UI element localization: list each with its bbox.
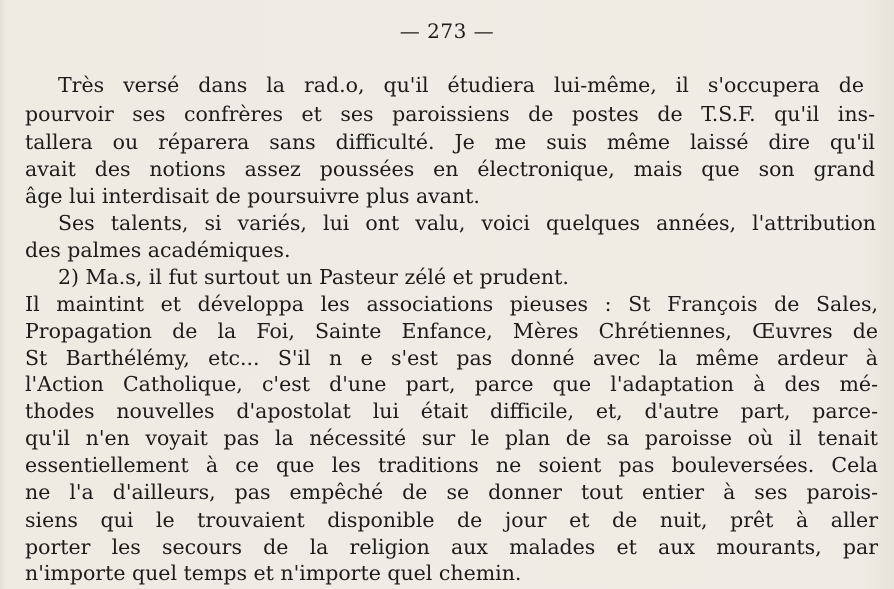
text-line-10: Propagation de la Foi, Sainte Enfance, Mères Chrétiennes, Œuvres de	[25, 319, 878, 343]
text-line-4: avait des notions assez poussées en électronique, mais que son grand	[25, 157, 875, 181]
text-line-6: Ses talents, si variés, lui ont valu, voici quelques années, l'attribution	[58, 211, 876, 235]
text-line-14: qu'il n'en voyait pas la nécessité sur le plan de sa paroisse où il tenait	[25, 426, 878, 450]
text-line-1: Très versé dans la rad.o, qu'il étudiera lui-même, il s'occupera de	[58, 73, 864, 97]
text-line-11: St Barthélémy, etc... S'il n e s'est pas donné avec la même ardeur à	[25, 346, 878, 370]
text-line-16: ne l'a d'ailleurs, pas empêché de se donner tout entier à ses parois-	[25, 480, 878, 504]
text-line-9: Il maintint et développa les associations pieuses : St François de Sales,	[25, 292, 878, 316]
text-line-12: l'Action Catholique, c'est d'une part, parce que l'adaptation à des mé-	[25, 372, 878, 396]
text-line-2: pourvoir ses confrères et ses paroissiens de postes de T.S.F. qu'il ins-	[25, 102, 875, 126]
text-line-7: des palmes académiques.	[25, 238, 291, 262]
text-line-13: thodes nouvelles d'apostolat lui était difficile, et, d'autre part, parce-	[25, 399, 878, 423]
text-line-15: essentiellement à ce que les traditions ne soient pas bouleversées. Cela	[25, 453, 878, 477]
text-line-19: n'importe quel temps et n'importe quel chemin.	[25, 561, 522, 585]
text-line-3: tallera ou réparera sans difficulté. Je me suis même laissé dire qu'il	[25, 130, 875, 154]
text-line-18: porter les secours de la religion aux malades et aux mourants, par	[25, 535, 878, 559]
text-line-8: 2) Ma.s, il fut surtout un Pasteur zélé et prudent.	[58, 265, 569, 289]
text-line-5: âge lui interdisait de poursuivre plus avant.	[25, 184, 480, 208]
page-number: — 273 —	[399, 19, 495, 43]
text-line-17: siens qui le trouvaient disponible de jour et de nuit, prêt à aller	[25, 508, 878, 532]
